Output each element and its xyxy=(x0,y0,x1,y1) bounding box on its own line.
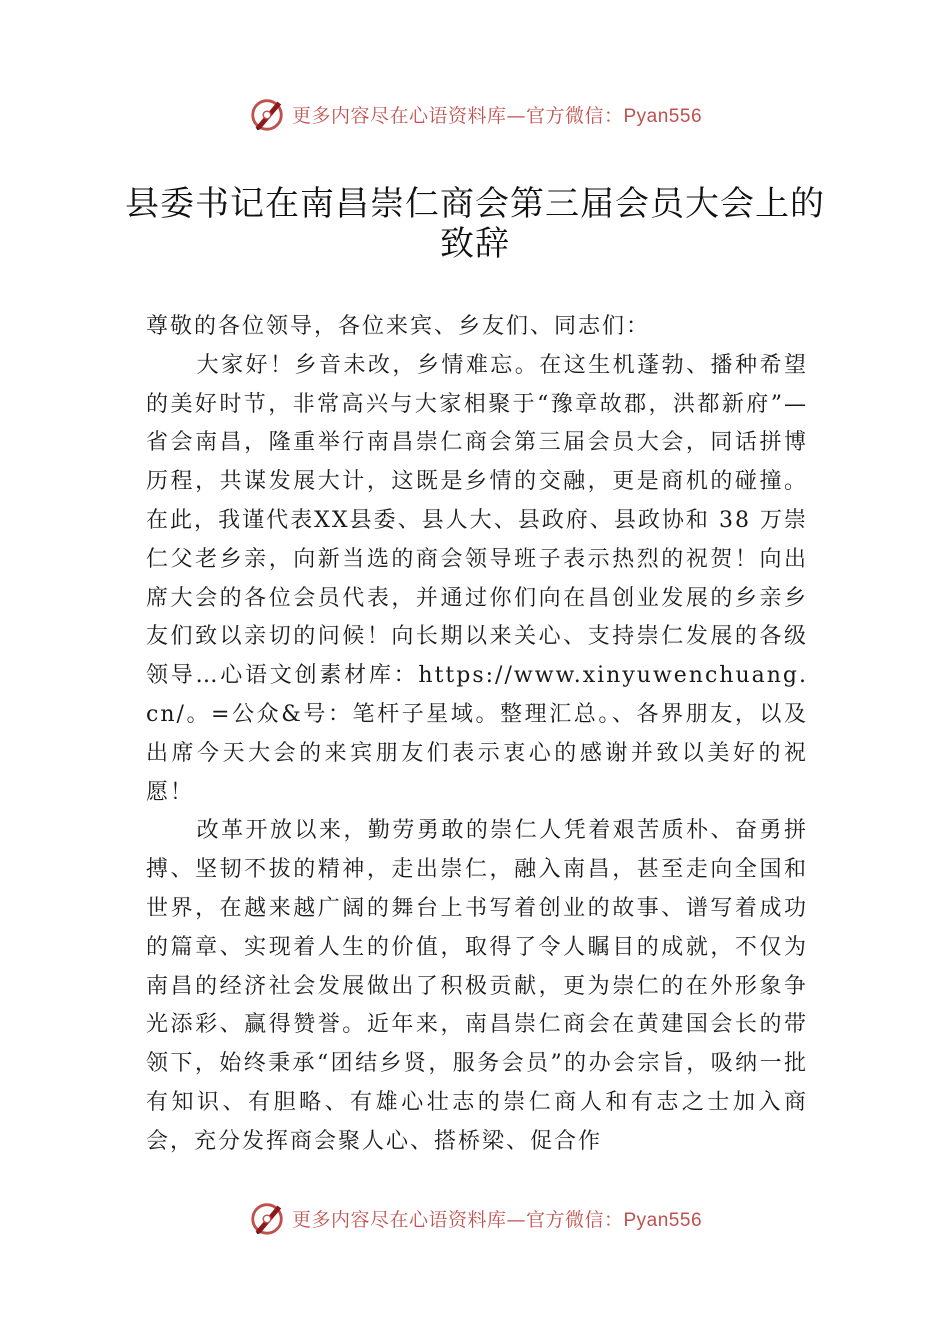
document-body xyxy=(146,308,808,1162)
salutation: 尊敬的各位领导，各位来宾、乡友们、同志们： xyxy=(146,314,651,339)
pen-logo-icon xyxy=(248,95,286,133)
wechat-id: Pyan556 xyxy=(623,1209,703,1231)
document-title: 县委书记在南昌崇仁商会第三届会员大会上的致辞 xyxy=(125,184,825,264)
paragraph-1: 大家好！乡音未改，乡情难忘。在这生机蓬勃、播种希望的美好时节，非常高兴与大家相聚于“豫章故郡，洪都新府”—省会南昌，隆重举行南昌崇仁商会第三届会员大会，同话拼博历程，共谋发展大计，这既是乡情的交融，更是商机的碰撞。在此，我谨代表XX县委、县人大、县政府、县政协和 38 万崇仁父老乡亲，向新当选的商会领导班子表示热烈的祝贺！向出席大会的各位会员代表，并通过你们向在昌创业发展的乡亲乡友们致以亲切的问候！向长期以来关心、支持崇仁发展的各级领导…心语文创素材库：https://www.xinyuwenchuang.cn/。=公众&号：笔杆子星域。整理汇总。、各界朋友，以及出席今天大会的来宾朋友们表示衷心的感谢并致以美好的祝愿！ xyxy=(146,352,808,805)
banner-text xyxy=(292,101,702,128)
footer-banner xyxy=(0,1196,950,1240)
banner-label: 更多内容尽在心语资料库—官方微信： xyxy=(291,104,624,127)
wechat-id: Pyan556 xyxy=(623,105,703,127)
banner-label: 更多内容尽在心语资料库—官方微信： xyxy=(291,1208,624,1231)
paragraph-2: 改革开放以来，勤劳勇敢的崇仁人凭着艰苦质朴、奋勇拼搏、坚韧不拔的精神，走出崇仁，融入南昌，甚至走向全国和世界，在越来越广阔的舞台上书写着创业的故事、谱写着成功的篇章、实现着人生的价值，取得了令人瞩目的成就，不仅为南昌的经济社会发展做出了积极贡献，更为崇仁的在外形象争光添彩、赢得赞誉。近年来，南昌崇仁商会在黄建国会长的带领下，始终秉承“团结乡贤，服务会员”的办会宗旨，吸纳一批有知识、有胆略、有雄心壮志的崇仁商人和有志之士加入商会，充分发挥商会聚人心、搭桥梁、促合作 xyxy=(146,818,808,1154)
header-banner xyxy=(0,92,950,136)
banner-text xyxy=(292,1205,702,1232)
pen-logo-icon xyxy=(248,1199,286,1237)
